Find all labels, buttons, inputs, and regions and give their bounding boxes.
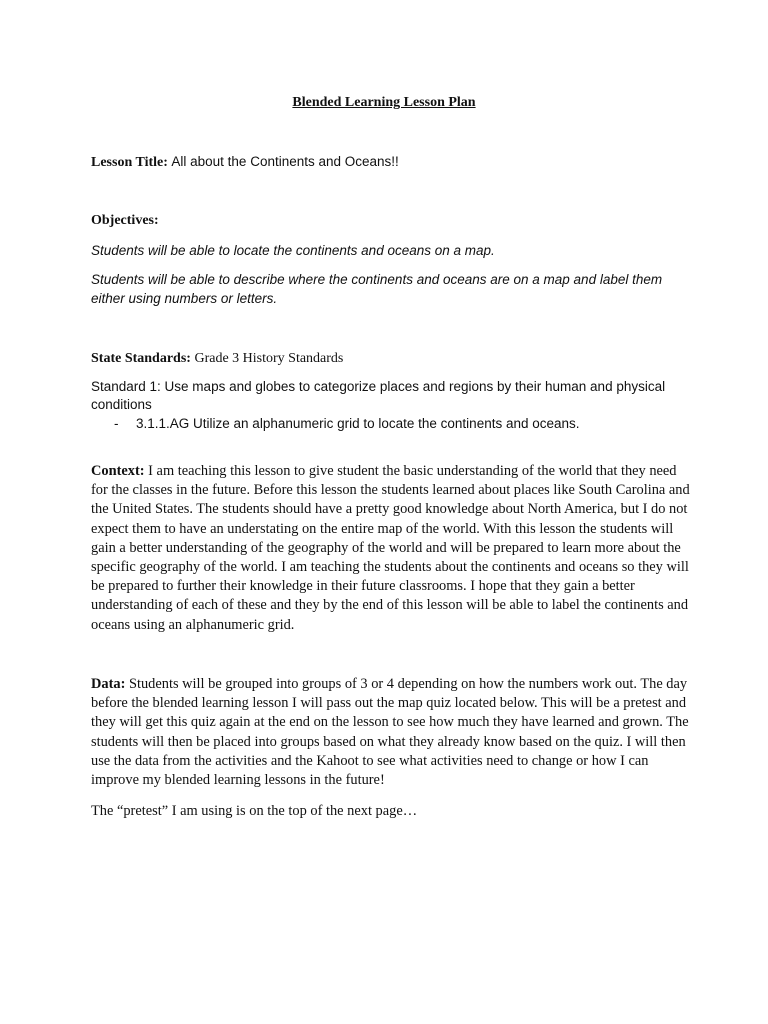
lesson-title-label: Lesson Title: xyxy=(91,155,168,170)
data-text: Students will be grouped into groups of 3 or 4 depending on how the numbers work out. The day before the blended learning lesson I will pass out the map quiz located below. This will be a pretest and they will get this quiz again at the end on the lesson to see how much they have learned and grown. The students will then be placed into groups based on what they already know based on the quiz. I will then use the data from the activities and the Kahoot to see what activities need to change or how I can improve my blended learning lessons in the future! xyxy=(91,676,689,789)
data-label: Data: xyxy=(91,676,126,692)
context-label: Context: xyxy=(91,463,145,479)
objective-item: Students will be able to locate the continents and oceans on a map. xyxy=(91,243,495,258)
state-standards-value: Grade 3 History Standards xyxy=(194,351,344,366)
standard-text: Standard 1: Use maps and globes to categorize places and regions by their human and physical conditions xyxy=(91,379,666,412)
bullet-text: 3.1.1.AG Utilize an alphanumeric grid to locate the continents and oceans. xyxy=(136,416,580,431)
state-standards-line xyxy=(91,349,691,368)
lesson-title-value: All about the Continents and Oceans!! xyxy=(171,154,399,169)
pretest-note: The “pretest” I am using is on the top of the next page… xyxy=(91,803,418,819)
context-text: I am teaching this lesson to give student the basic understanding of the world that they need for the classes in the future. Before this lesson the students learned about places like South Carolina and the United States. The students should have a pretty good knowledge about North America, but I do not expect them to have an understating on the entire map of the world. With this lesson the students will gain a better understanding of the geography of the world and will be prepared to learn more about the specific geography of the world. I am teaching the students about the continents and oceans so they will be prepared to further their knowledge in their future classrooms. I hope that they gain a better understanding of each of these and they by the end of this lesson will be able to label the continents and oceans using an alphanumeric grid. xyxy=(91,463,690,633)
lesson-title-line xyxy=(91,152,691,172)
bullet-marker: - xyxy=(114,416,119,431)
standard-bullet xyxy=(114,414,674,433)
objectives-heading: Objectives: xyxy=(91,213,159,228)
data-paragraph xyxy=(91,675,691,790)
document-title: Blended Learning Lesson Plan xyxy=(292,95,476,110)
state-standards-label: State Standards: xyxy=(91,351,191,366)
context-paragraph xyxy=(91,462,691,635)
objective-item: Students will be able to describe where the continents and oceans are on a map and label them either using numbers or letters. xyxy=(91,272,663,306)
